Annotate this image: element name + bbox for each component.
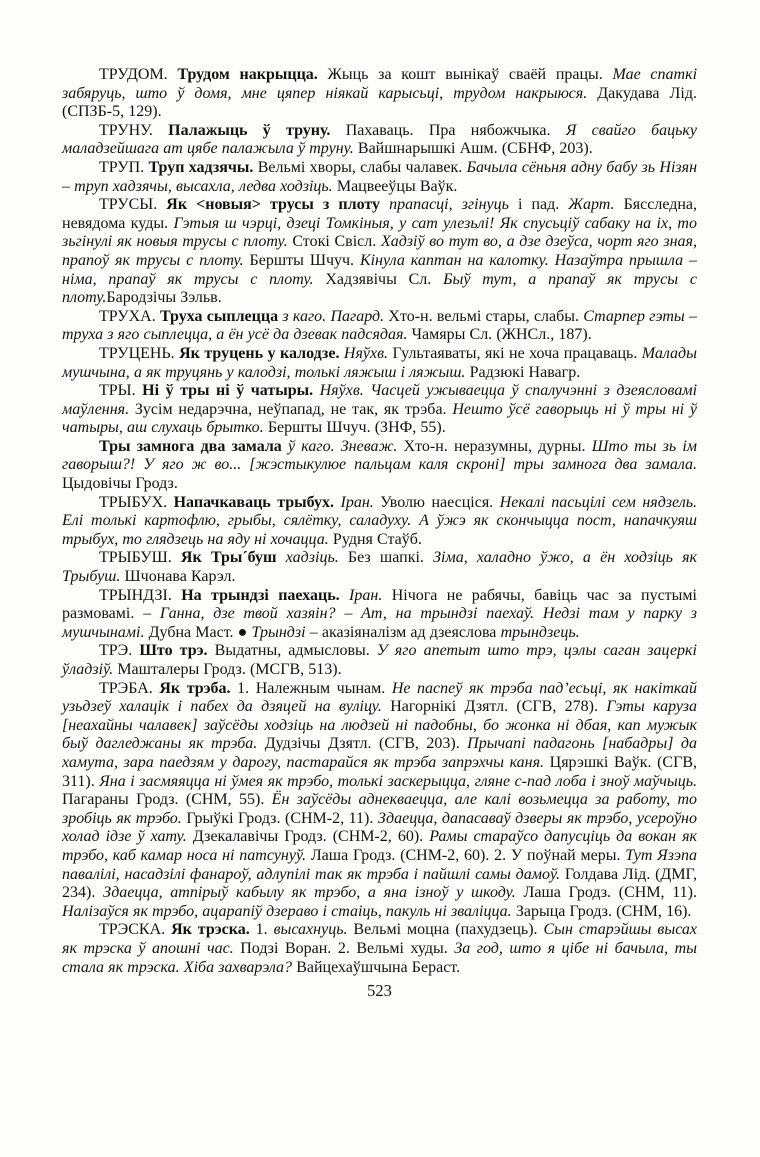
entry-text: ТРУСЫ. xyxy=(99,196,167,214)
entry-text: Цярэшкі Ваўк. (СГВ, 311). xyxy=(62,753,698,790)
entry-text: Стокі Свісл. xyxy=(292,233,381,251)
entry-text: ТРЫБУШ. xyxy=(99,549,181,567)
illustration-italic: Хадзіў во тут во, а дзе дзеўса, чорт яго зная, прапоў як трусы с плоту. xyxy=(62,233,697,269)
entry-text: ТРЫБУХ. xyxy=(99,493,174,511)
phraseme-bold: Як <новыя> трусы з плоту xyxy=(166,196,390,214)
entry-text: 1. xyxy=(255,921,274,939)
illustration-italic: Малады мушчына, а як труцянь у калодзі, толькі ляжыш і ляжыш. xyxy=(62,344,697,381)
phraseme-bold: Трудом накрыцца. xyxy=(177,66,328,83)
dictionary-entry xyxy=(62,196,697,308)
dictionary-entry xyxy=(62,587,697,643)
dictionary-entry xyxy=(62,66,697,122)
dictionary-entry xyxy=(62,308,697,345)
entry-text: Радзюкі Навагр. xyxy=(469,363,581,381)
illustration-italic: трындзець. xyxy=(500,623,580,641)
illustration-italic: Іран. xyxy=(340,493,381,511)
entry-text: ТРУНУ. xyxy=(99,121,169,139)
illustration-italic: Быў тут, а прапаў як трусы с плоту. xyxy=(62,270,697,307)
entry-text: ТРУХА. xyxy=(99,307,160,325)
dictionary-entry xyxy=(62,549,697,586)
illustration-italic: Яна і засмяяцца ні ўмея як трэбо, толькі заскерыцца, гляне с-пад лоба і зноў маўчыць. xyxy=(99,772,697,790)
illustration-italic: Тут Язэпа павалілі, насадзілі фанароў, адлупілі так як трэба і пайшлі самы дамоў. xyxy=(62,846,697,883)
illustration-italic: Рамы стараўсо дапусціць да вокан як трэбо, каб камар носа ні патсунуў. xyxy=(62,828,698,864)
entry-text: Подзі Воран. 2. Вельмі худы. xyxy=(240,939,455,957)
phraseme-bold: Як труцень у калодзе. xyxy=(179,344,344,362)
entry-text: Дакудава Лід. (СПЗБ-5, 129). xyxy=(62,84,697,121)
entries-container xyxy=(62,66,697,977)
entry-text: ТРЫНДЗІ. xyxy=(99,586,182,604)
entry-text: Дубна Маст. ● xyxy=(148,623,252,641)
illustration-italic: Зіма, халадно ўжо, а ён ходзіць як Трыбуш. xyxy=(62,549,698,586)
entry-text: Цыдовічы Гродз. xyxy=(62,475,178,493)
dictionary-entry xyxy=(62,642,697,679)
entry-text: Бародзічы Зэльв. xyxy=(106,289,222,307)
entry-text: Голдава Лід. (ДМГ, 234). xyxy=(62,865,697,902)
entry-text: Без шапкі. xyxy=(347,549,434,567)
entry-text: Хто-н. неразумны, дурны. xyxy=(403,437,592,455)
entry-text: ТРУДОМ. xyxy=(99,66,178,83)
entry-text: ТРЭБА. xyxy=(99,679,160,697)
illustration-italic: Прычапі падагонь [набадры] да хамута, зара паедзям у дарогу, пастарайся як трэба запрэхчы каня. xyxy=(62,735,698,771)
entry-text: Бершты Шчуч. xyxy=(249,251,360,269)
illustration-italic: Нешто ўсё гаворыць ні ў тры ні ў чатыры, аш слухаць брытко. xyxy=(62,400,697,437)
illustration-italic: Здаецца, атпірыў кабылу як трэбо, а яна ізноў у шкоду. xyxy=(103,884,524,902)
entry-text: Гультаяваты, які не хоча працаваць. xyxy=(392,344,642,362)
illustration-italic: – Ганна, дзе твой хазяін? – Ат, на трындзі паехаў. Недзі там у парку з мушчынамі. xyxy=(62,605,697,641)
phraseme-bold: Як Тры´буш xyxy=(180,549,286,567)
entry-text: Зарыца Гродз. (СНМ, 16). xyxy=(515,902,692,920)
entry-text: Нічога не рабячы, бавіць час за пустымі размовамі. xyxy=(62,586,697,623)
entry-text: ТРУП. xyxy=(99,158,149,176)
dictionary-entry xyxy=(62,680,697,922)
illustration-italic: Гэтыя ш чэрці, дзеці Томкіныя, у сат улезьлі! Як спусьціў сабаку на іх, то зьгінулі як новыя трусы с плоту. xyxy=(62,214,697,251)
illustration-italic: высахнуць. xyxy=(273,921,354,939)
entry-text: Хадзявічы Сл. xyxy=(325,270,444,288)
entry-text: Вайцехаўшчына Бераст. xyxy=(296,958,461,976)
entry-text: Пахаваць. Пра нябожчыка. xyxy=(345,121,566,139)
entry-text: ТРЭ. xyxy=(99,642,140,660)
phraseme-bold: Як трэба. xyxy=(159,679,238,697)
entry-text: Вельмі хворы, слабы чалавек. xyxy=(257,158,467,176)
entry-text: Рудня Стаўб. xyxy=(332,530,422,548)
entry-text: Выдатны, адмысловы. xyxy=(214,642,377,660)
illustration-italic: з каго. Пагард. xyxy=(282,307,389,325)
entry-text: Бершты Шчуч. (ЗНФ, 55). xyxy=(267,419,446,437)
entry-text: Шчонава Карэл. xyxy=(124,568,236,586)
illustration-italic: За год, што я цібе ні бачыла, ты стала як трэска. Хіба захварэла? xyxy=(62,939,697,976)
entry-text: Жыць за кошт вынікаў сваёй працы. xyxy=(327,66,613,83)
illustration-italic: Гэты каруза [неахайны чалавек] заўсёды ходзіць на людзей ні падобны, бо жонка ні дбая, кап мужык быў дагледжаны як трэба. xyxy=(62,698,697,753)
entry-text: Хто-н. вельмі стары, слабы. xyxy=(388,307,584,325)
entry-text: і пад. xyxy=(517,196,569,214)
entry-text: Дзекалавічы Гродз. (СНМ-2, 60). xyxy=(192,828,430,846)
dictionary-entry xyxy=(62,382,697,438)
phraseme-bold: Труп хадзячы. xyxy=(148,158,258,176)
entry-text: Грыўкі Гродз. (СНМ-2, 11). xyxy=(186,809,378,827)
phraseme-bold: Што трэ. xyxy=(139,642,215,660)
entry-text: Зусім недарэчна, неўпапад, не так, як трэба. xyxy=(134,400,453,418)
illustration-italic: Што ты зь ім гаворыш?! У яго ж во... [жэстыкулюе пальцам каля скроні] тры замнога два замала. xyxy=(62,437,698,474)
entry-text: ТРУЦЕНЬ. xyxy=(99,344,180,362)
phraseme-bold: Труха сыплецца xyxy=(159,307,283,325)
illustration-italic: прапасці, згінуць xyxy=(389,196,518,214)
page-number: 523 xyxy=(367,981,392,1001)
entry-text: Нагорнікі Дзятл. (СГВ, 278). xyxy=(390,698,607,716)
entry-text: ТРЫ. xyxy=(99,382,143,400)
entry-text: Вайшнарышкі Ашм. (СБНФ, 203). xyxy=(357,140,593,158)
illustration-italic: Іран. xyxy=(349,586,392,604)
illustration-italic: Здаецца, дапасаваў дзверы як трэбо, усероўно холад ідзе ў хату. xyxy=(62,809,697,846)
entry-text: Уволю наесціся. xyxy=(380,493,500,511)
entry-text: Вельмі моцна (пахудзець). xyxy=(353,921,544,939)
illustration-italic: Няўхв. Часцей ужываецца ў спалучэнні з дзеясловамі маўлення. xyxy=(62,382,698,418)
illustration-italic: Жарт. xyxy=(568,196,624,214)
illustration-italic: Налізаўся як трэбо, ацарапіў дзераво і стаіць, пакуль ні зваліцца. xyxy=(62,902,516,920)
dictionary-entry xyxy=(62,438,697,494)
dictionary-entry xyxy=(62,159,697,196)
illustration-italic: Старпер гэты – труха з яго сыплецца, а ён усё да дзевак падсядая. xyxy=(62,307,698,344)
illustration-italic: Кінула каптан на калотку. Назаўтра прышла – німа, прапаў як трусы с плоту. xyxy=(62,251,698,288)
entry-text: Чамяры Сл. (ЖНСл., 187). xyxy=(411,326,592,344)
illustration-italic: Трындзі xyxy=(251,623,310,641)
phraseme-bold: Напачкаваць трыбух. xyxy=(173,493,341,511)
phraseme-bold: Як трэска. xyxy=(171,921,256,939)
illustration-italic: Бачыла сёньня адну бабу зь Нізян – труп хадзячы, высахла, ледва ходзіць. xyxy=(62,158,698,195)
phraseme-bold: Ні ў тры ні ў чатыры. xyxy=(142,382,320,400)
phraseme-bold: Тры замнога два замала xyxy=(99,437,288,455)
illustration-italic: У яго апетыт што трэ, цэлы саган зацеркі ўладзіў. xyxy=(62,642,697,678)
entry-text: Дудзічы Дзятл. (СГВ, 203). xyxy=(264,735,468,753)
entry-text: Пагараны Гродз. (СНМ, 55). xyxy=(62,791,272,809)
entry-text: Лаша Гродз. (СНМ, 11). xyxy=(523,884,698,902)
illustration-italic: Няўхв. xyxy=(343,344,393,362)
illustration-italic: Не паспеў як трэба пад’есьці, як накіткай узьдзеў халацік і пабех да дзяцей на вуліцу. xyxy=(62,679,697,716)
phraseme-bold: Палажыць ў труну. xyxy=(168,121,346,139)
entry-text: Мацвееўцы Ваўк. xyxy=(336,177,458,195)
illustration-italic: Сын старэйшы высах як трэска ў апошні час. xyxy=(62,921,697,957)
entry-text: ТРЭСКА. xyxy=(99,921,172,939)
illustration-italic: Некалі пасьцілі сем нядзель. Елі толькі картофлю, грыбы, сялётку, саладуху. А ўжэ як скончыцца пост, напачкуяш трыбух, то глядзець на яду ні хочацца. xyxy=(62,493,697,548)
dictionary-entry xyxy=(62,921,697,977)
dictionary-entry xyxy=(62,494,697,550)
entry-text: Лаша Гродз. (СНМ-2, 60). 2. У поўнай меры. xyxy=(310,846,626,864)
illustration-italic: Ён заўсёды аднекваецца, але калі возьмецца за работу, то зробіць як трэбо. xyxy=(62,791,698,827)
entry-text: Бясследна, невядома куды. xyxy=(62,196,698,232)
illustration-italic: хадзіць. xyxy=(285,549,348,567)
phraseme-bold: На трындзі паехаць. xyxy=(181,586,350,604)
illustration-italic: Я свайго бацьку маладзейшага ат цябе палажыла ў труну. xyxy=(62,121,697,158)
entry-text: Машталеры Гродз. (МСГВ, 513). xyxy=(117,661,342,678)
entry-text: 1. Належным чынам. xyxy=(237,679,392,697)
dictionary-entry xyxy=(62,345,697,382)
illustration-italic: ў каго. Зневаж. xyxy=(287,437,404,455)
entry-text: – аказіяналізм ад дзеяслова xyxy=(309,623,501,641)
illustration-italic: Мае спаткі забяруць, што ў домя, мне цяпер ніякай карысьці, трудом накрыюся. xyxy=(62,66,698,102)
dictionary-entry xyxy=(62,122,697,159)
